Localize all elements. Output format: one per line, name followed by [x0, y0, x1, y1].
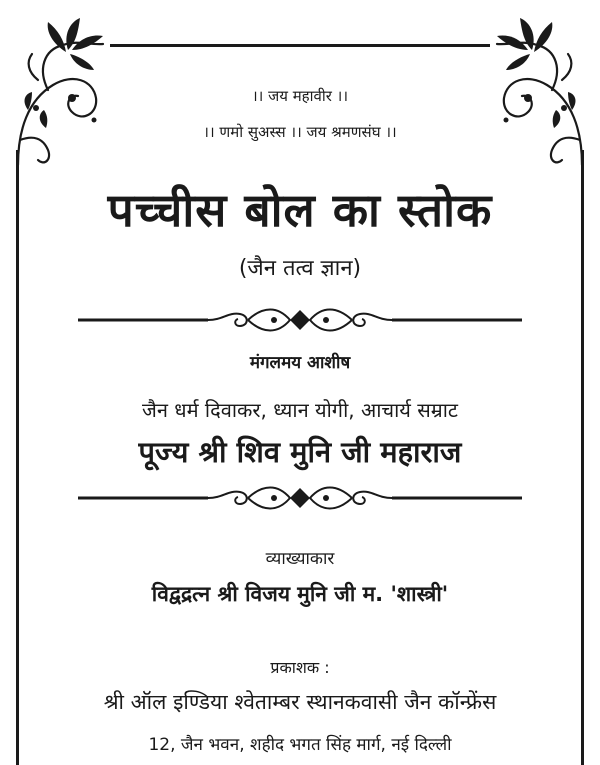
- commentator-heading: व्याख्याकार: [265, 549, 335, 569]
- book-title: पच्चीस बोल का स्तोक: [107, 183, 493, 237]
- jay-mahavir-line: ।। जय महावीर ।।: [251, 87, 349, 105]
- book-subtitle: (जैन तत्व ज्ञान): [238, 256, 362, 281]
- acharya-name: पूज्य श्री शिव मुनि जी महाराज: [138, 435, 462, 469]
- publisher-heading: प्रकाशक :: [270, 658, 330, 677]
- frame-top-border: [110, 44, 490, 47]
- namo-suassa-line: ।। णमो सुअस्स ।। जय श्रमणसंघ ।।: [203, 123, 397, 141]
- scroll-divider-icon: [78, 478, 522, 518]
- scroll-divider-icon: [78, 300, 522, 340]
- commentator-name: विद्वद्रत्न श्री विजय मुनि जी म. 'शास्त्री': [151, 582, 449, 606]
- acharya-description: जैन धर्म दिवाकर, ध्यान योगी, आचार्य सम्राट: [142, 398, 458, 422]
- blessing-heading: मंगलमय आशीष: [249, 353, 351, 373]
- publisher-address: 12, जैन भवन, शहीद भगत सिंह मार्ग, नई दिल्ली: [148, 735, 452, 755]
- publisher-name: श्री ऑल इण्डिया श्वेताम्बर स्थानकवासी जैन कॉन्फ्रेंस: [103, 690, 497, 714]
